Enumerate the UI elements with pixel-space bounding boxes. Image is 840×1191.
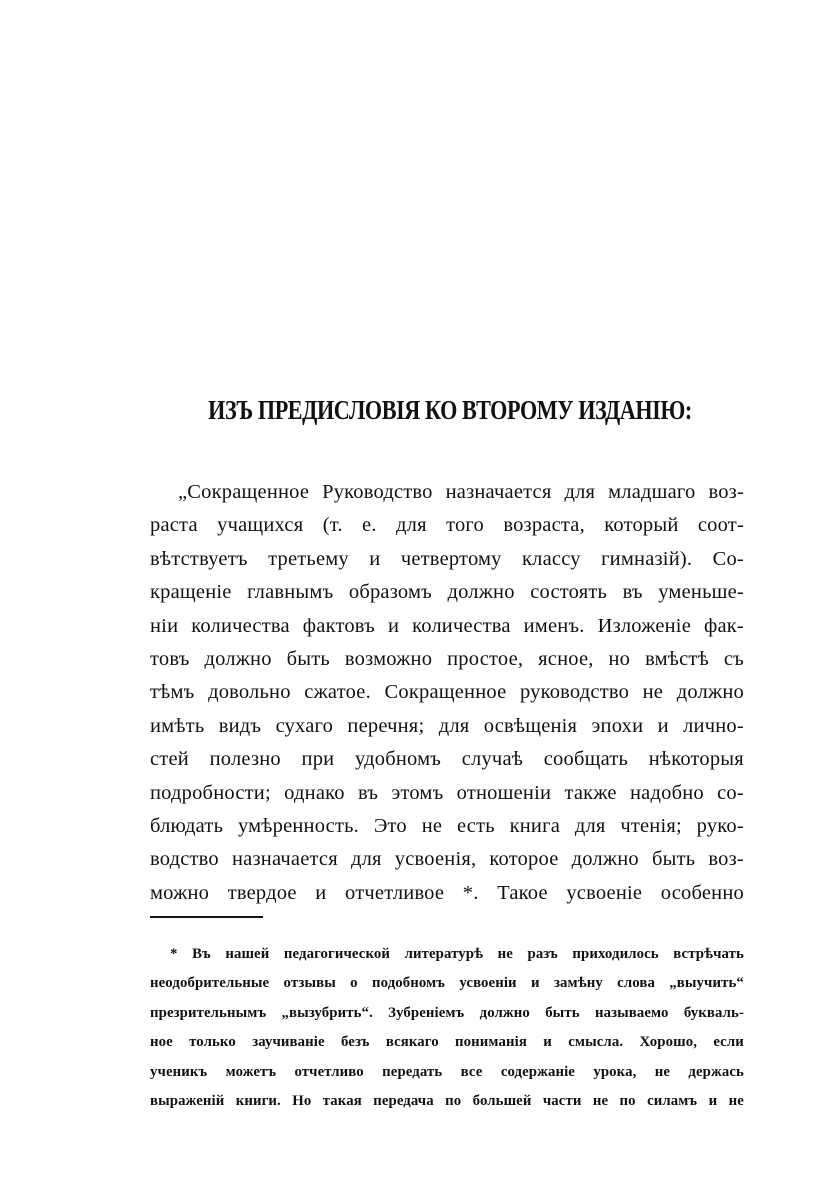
body-line: раста учащихся (т. е. для того возраста, который соот- [150,514,744,537]
body-line: вѣтствуетъ третьему и четвертому классу гимназій). Со- [150,547,744,570]
body-line: ніи количества фактовъ и количества именъ. Изложеніе фак- [150,614,744,637]
body-line: „Сокращенное Руководство назначается для младшаго воз- [178,481,744,503]
body-line: подробности; однако въ этомъ отношеніи также надобно со- [150,781,744,804]
footnote-divider [150,916,263,918]
footnote-line: выраженій книги. Но такая передача по большей части не по силамъ и не [150,1092,744,1109]
footnote-line: ное только заучиваніе безъ всякаго пониманія и смысла. Хорошо, если [150,1034,744,1051]
footnote-line: презрительнымъ „вызубрить“. Зубреніемъ должно быть называемо букваль- [150,1004,744,1021]
footnote [150,940,744,1116]
footnote-line: неодобрительные отзывы о подобномъ усвоеніи и замѣну слова „выучить“ [150,975,744,992]
section-heading: ИЗЪ ПРЕДИСЛОВІЯ КО ВТОРОМУ ИЗДАНІЮ: [208,395,692,425]
body-line: водство назначается для усвоенія, которое должно быть воз- [150,848,744,871]
footnote-line: ученикъ можетъ отчетливо передать все содержаніе урока, не держась [150,1063,744,1080]
body-line: можно твердое и отчетливое *. Такое усвоеніе особенно [150,881,744,904]
footnote-line: * Въ нашей педагогической литературѣ не разъ приходилось встрѣчать [170,946,744,962]
body-line: тѣмъ довольно сжатое. Сокращенное руководство не должно [150,681,744,704]
body-line: стей полезно при удобномъ случаѣ сообщать нѣкоторыя [150,748,744,771]
body-line: имѣть видъ сухаго перечня; для освѣщенія эпохи и лично- [150,714,744,737]
preface-body [150,476,744,910]
body-line: кращеніе главнымъ образомъ должно состоять въ уменьше- [150,581,744,604]
body-line: товъ должно быть возможно простое, ясное, но вмѣстѣ съ [150,647,744,670]
body-line: блюдать умѣренность. Это не есть книга для чтенія; руко- [150,814,744,837]
